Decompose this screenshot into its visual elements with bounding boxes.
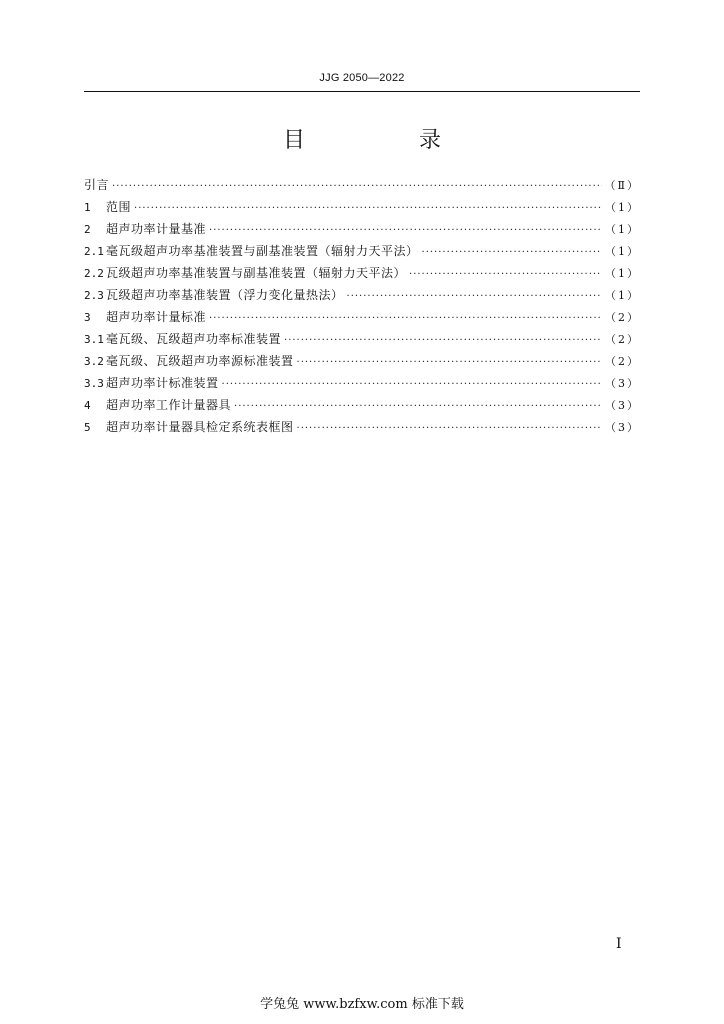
toc-entry[interactable] [84,328,640,350]
toc-entry[interactable] [84,174,640,196]
toc-number: 3.2 [84,355,104,368]
toc-page: （1） [605,223,640,236]
toc-number: 2.3 [84,289,104,302]
toc-page: （3） [605,399,640,412]
toc-label: 超声功率计标准装置 [106,376,219,390]
toc-page: （3） [605,377,640,390]
toc-leader [112,176,602,198]
toc-leader [134,198,602,220]
toc-label: 毫瓦级、瓦级超声功率标准装置 [106,332,282,346]
toc-entry[interactable] [84,306,640,328]
footer-watermark: 学兔兔 www.bzfxw.com 标准下载 [260,997,464,1012]
toc-leader [297,352,602,374]
toc-label: 毫瓦级、瓦级超声功率源标准装置 [106,354,294,368]
toc-page: （1） [605,267,640,280]
toc-label: 超声功率工作计量器具 [106,398,232,412]
toc-entry[interactable] [84,218,640,240]
toc-leader [422,242,602,264]
toc-label: 超声功率计量器具检定系统表框图 [106,420,294,434]
toc-number: 5 [84,421,91,434]
toc-entry[interactable] [84,240,640,262]
toc-leader [234,396,602,418]
toc-entry[interactable] [84,284,640,306]
toc-page: （2） [605,311,640,324]
table-of-contents [84,174,640,438]
toc-leader [209,308,602,330]
toc-page: （1） [605,289,640,302]
toc-number: 3.3 [84,377,104,390]
toc-label: 引言 [84,178,110,192]
toc-entry[interactable] [84,196,640,218]
toc-leader [347,286,602,308]
toc-number: 1 [84,201,91,214]
toc-label: 超声功率计量标准 [106,310,207,324]
toc-page: （2） [605,355,640,368]
toc-label: 瓦级超声功率基准装置（浮力变化量热法） [106,288,344,302]
toc-leader [409,264,602,286]
toc-leader [297,418,602,440]
toc-label: 毫瓦级超声功率基准装置与副基准装置（辐射力天平法） [106,244,419,258]
toc-page: （Ⅱ） [604,179,640,192]
toc-number: 3 [84,311,91,324]
toc-entry[interactable] [84,372,640,394]
toc-page: （2） [605,333,640,346]
header-divider [84,91,640,92]
toc-label: 超声功率计量基准 [106,222,207,236]
toc-number: 2 [84,223,91,236]
toc-number: 4 [84,399,91,412]
toc-entry[interactable] [84,394,640,416]
toc-number: 2.1 [84,245,104,258]
toc-label: 范围 [106,200,132,214]
toc-leader [222,374,602,396]
toc-page: （1） [605,245,640,258]
document-code: JJG 2050—2022 [319,72,405,84]
page-number: I [616,936,622,952]
toc-leader [284,330,602,352]
toc-page: （3） [605,421,640,434]
page-title: 目 录 [282,128,487,153]
toc-label: 瓦级超声功率基准装置与副基准装置（辐射力天平法） [106,266,407,280]
toc-entry[interactable] [84,350,640,372]
toc-page: （1） [605,201,640,214]
toc-leader [209,220,602,242]
toc-number: 2.2 [84,267,104,280]
toc-entry[interactable] [84,262,640,284]
toc-number: 3.1 [84,333,104,346]
toc-entry[interactable] [84,416,640,438]
